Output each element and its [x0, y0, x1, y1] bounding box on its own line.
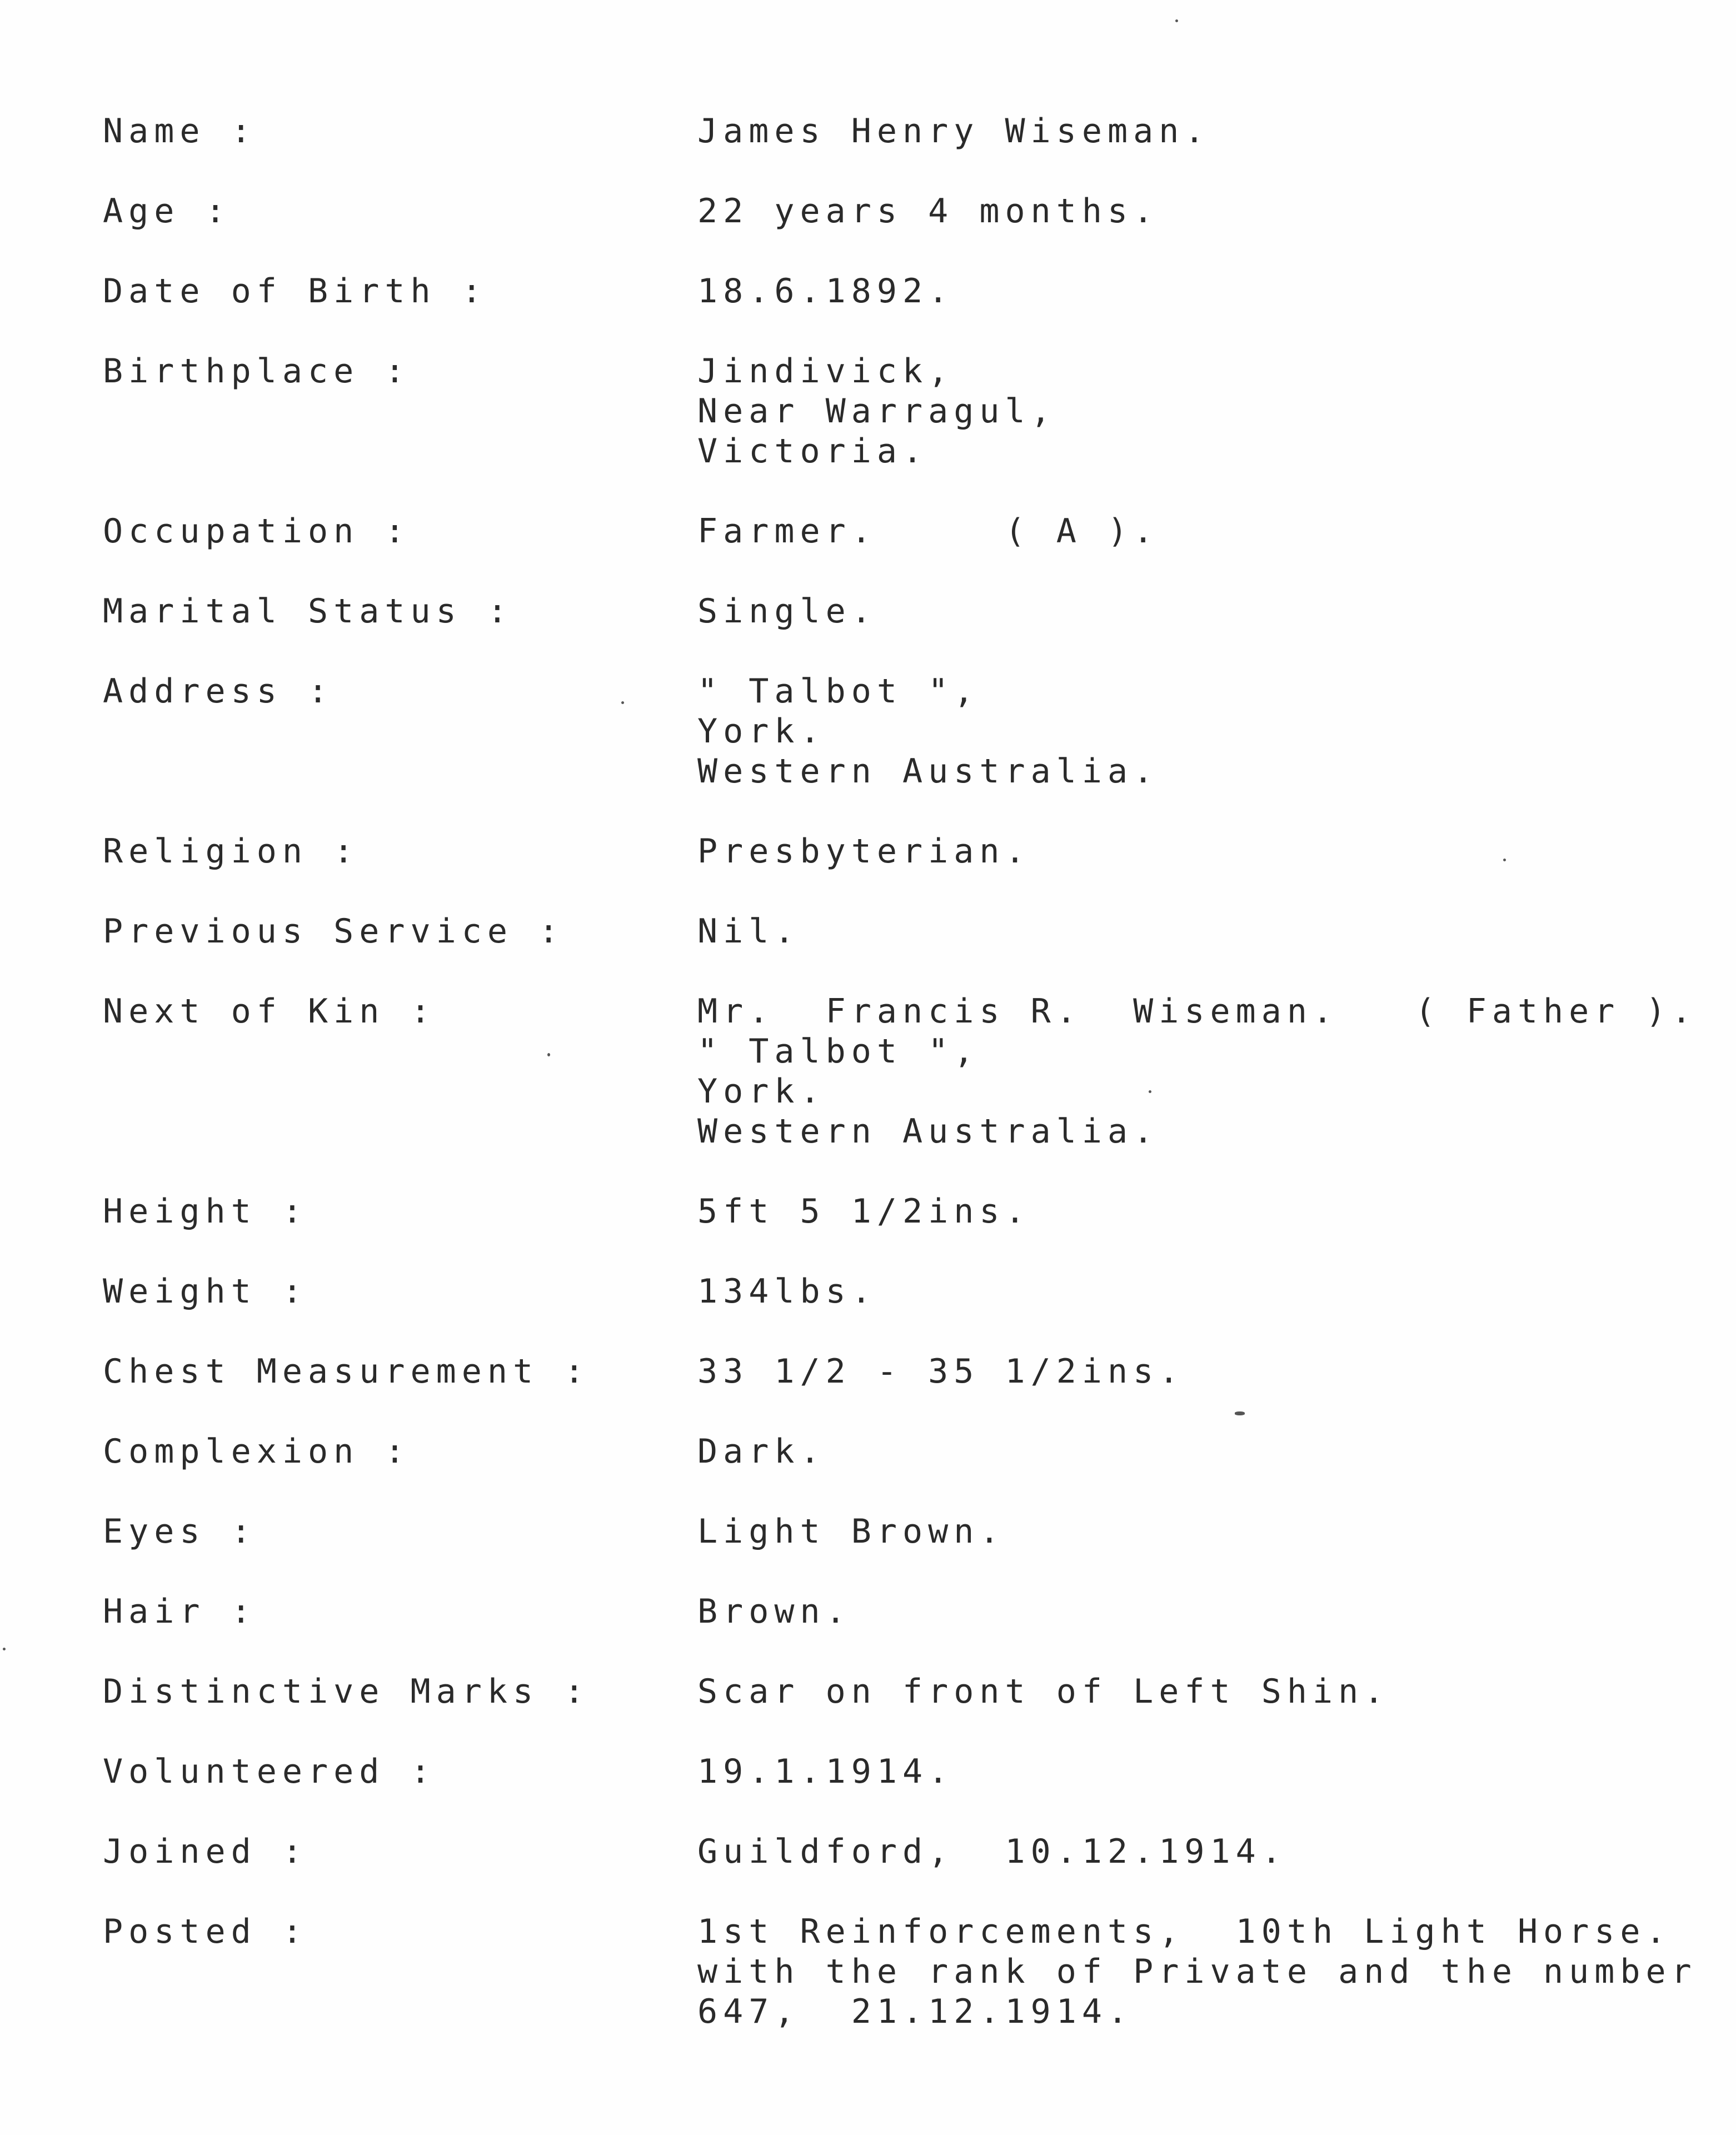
field-value — [697, 1592, 1687, 1632]
field-label: Posted : — [103, 1912, 308, 1951]
field-row — [103, 351, 1687, 471]
field-value-line: 18.6.1892. — [697, 272, 954, 311]
field-label: Distinctive Marks : — [103, 1672, 590, 1711]
field-label: Birthplace : — [103, 352, 411, 391]
field-value — [697, 1832, 1687, 1872]
field-value-line: Light Brown. — [697, 1512, 1005, 1551]
field-value — [697, 1512, 1687, 1552]
field-value-line: Jindivick, — [697, 352, 954, 391]
field-value — [697, 1672, 1687, 1712]
field-value-line: James Henry Wiseman. — [697, 112, 1210, 151]
field-label: Hair : — [103, 1592, 257, 1631]
field-value-line: 1st Reinforcements, 10th Light Horse. — [697, 1912, 1672, 1951]
field-value-line: Victoria. — [697, 432, 929, 471]
field-value-line: Farmer. ( A ). — [697, 512, 1159, 551]
field-row — [103, 511, 1687, 551]
field-value-line: Mr. Francis R. Wiseman. ( Father ). — [697, 992, 1697, 1031]
field-value-line: with the rank of Private and the number — [697, 1952, 1697, 1991]
field-value-line: York. — [697, 1072, 826, 1111]
field-row — [103, 1672, 1687, 1712]
field-label: Marital Status : — [103, 592, 513, 631]
field-value — [697, 1191, 1687, 1231]
field-value — [697, 671, 1687, 791]
field-value-line: Dark. — [697, 1432, 826, 1471]
field-value-line: Western Australia. — [697, 1112, 1159, 1151]
field-label: Religion : — [103, 832, 360, 871]
field-label: Date of Birth : — [103, 272, 487, 311]
field-value-line: Nil. — [697, 912, 800, 951]
field-value — [697, 271, 1687, 311]
field-label: Previous Service : — [103, 912, 565, 951]
field-value — [697, 1351, 1687, 1391]
field-label: Chest Measurement : — [103, 1352, 590, 1391]
field-value — [697, 1431, 1687, 1471]
service-record — [103, 111, 1697, 2072]
field-row — [103, 1752, 1687, 1792]
field-value-line: Guildford, 10.12.1914. — [697, 1832, 1287, 1871]
field-row — [103, 1431, 1687, 1471]
field-value-line: Brown. — [697, 1592, 851, 1631]
field-value — [697, 1271, 1687, 1311]
field-row — [103, 1592, 1687, 1632]
field-value-line: " Talbot ", — [697, 1032, 980, 1071]
scan-speck — [621, 701, 624, 704]
field-row — [103, 991, 1697, 1151]
field-row — [103, 271, 1687, 311]
field-value-line: 647, 21.12.1914. — [697, 1992, 1134, 2031]
field-row — [103, 1912, 1697, 2032]
field-value — [697, 1912, 1697, 2032]
field-label: Next of Kin : — [103, 992, 436, 1031]
field-value-line: 5ft 5 1/2ins. — [697, 1192, 1031, 1231]
scan-speck — [1149, 1090, 1151, 1093]
field-row — [103, 1271, 1687, 1311]
field-row — [103, 1512, 1687, 1552]
field-value-line: York. — [697, 712, 826, 751]
field-label: Joined : — [103, 1832, 308, 1871]
field-value-line: Western Australia. — [697, 752, 1159, 791]
field-label: Occupation : — [103, 512, 411, 551]
field-value — [697, 511, 1687, 551]
field-row — [103, 1191, 1687, 1231]
field-row — [103, 591, 1687, 631]
field-row — [103, 911, 1687, 951]
field-value-line: Single. — [697, 592, 877, 631]
field-value — [697, 911, 1687, 951]
field-row — [103, 831, 1687, 871]
field-row — [103, 1832, 1687, 1872]
field-row — [103, 111, 1687, 151]
field-label: Name : — [103, 112, 257, 151]
field-value — [697, 351, 1687, 471]
field-value-line: 134lbs. — [697, 1272, 877, 1311]
field-value-line: Scar on front of Left Shin. — [697, 1672, 1390, 1711]
scan-speck — [547, 1053, 550, 1056]
field-value — [697, 831, 1687, 871]
field-row — [103, 1351, 1687, 1391]
scan-speck — [1235, 1411, 1245, 1415]
scan-speck — [3, 1648, 6, 1650]
field-value-line: Near Warragul, — [697, 392, 1056, 431]
field-value-line: 33 1/2 - 35 1/2ins. — [697, 1352, 1185, 1391]
field-label: Address : — [103, 672, 334, 711]
field-label: Volunteered : — [103, 1752, 436, 1791]
field-value-line: " Talbot ", — [697, 672, 980, 711]
field-value-line: 19.1.1914. — [697, 1752, 954, 1791]
field-label: Complexion : — [103, 1432, 411, 1471]
scan-speck — [1503, 859, 1506, 861]
field-value — [697, 991, 1697, 1151]
field-label: Age : — [103, 192, 231, 231]
field-value — [697, 591, 1687, 631]
field-label: Weight : — [103, 1272, 308, 1311]
field-value-line: 22 years 4 months. — [697, 192, 1159, 231]
field-row — [103, 191, 1687, 231]
field-value — [697, 111, 1687, 151]
field-value-line: Presbyterian. — [697, 832, 1031, 871]
field-value — [697, 191, 1687, 231]
field-value — [697, 1752, 1687, 1792]
field-label: Height : — [103, 1192, 308, 1231]
field-label: Eyes : — [103, 1512, 257, 1551]
scan-speck — [1175, 19, 1178, 22]
field-row — [103, 671, 1687, 791]
